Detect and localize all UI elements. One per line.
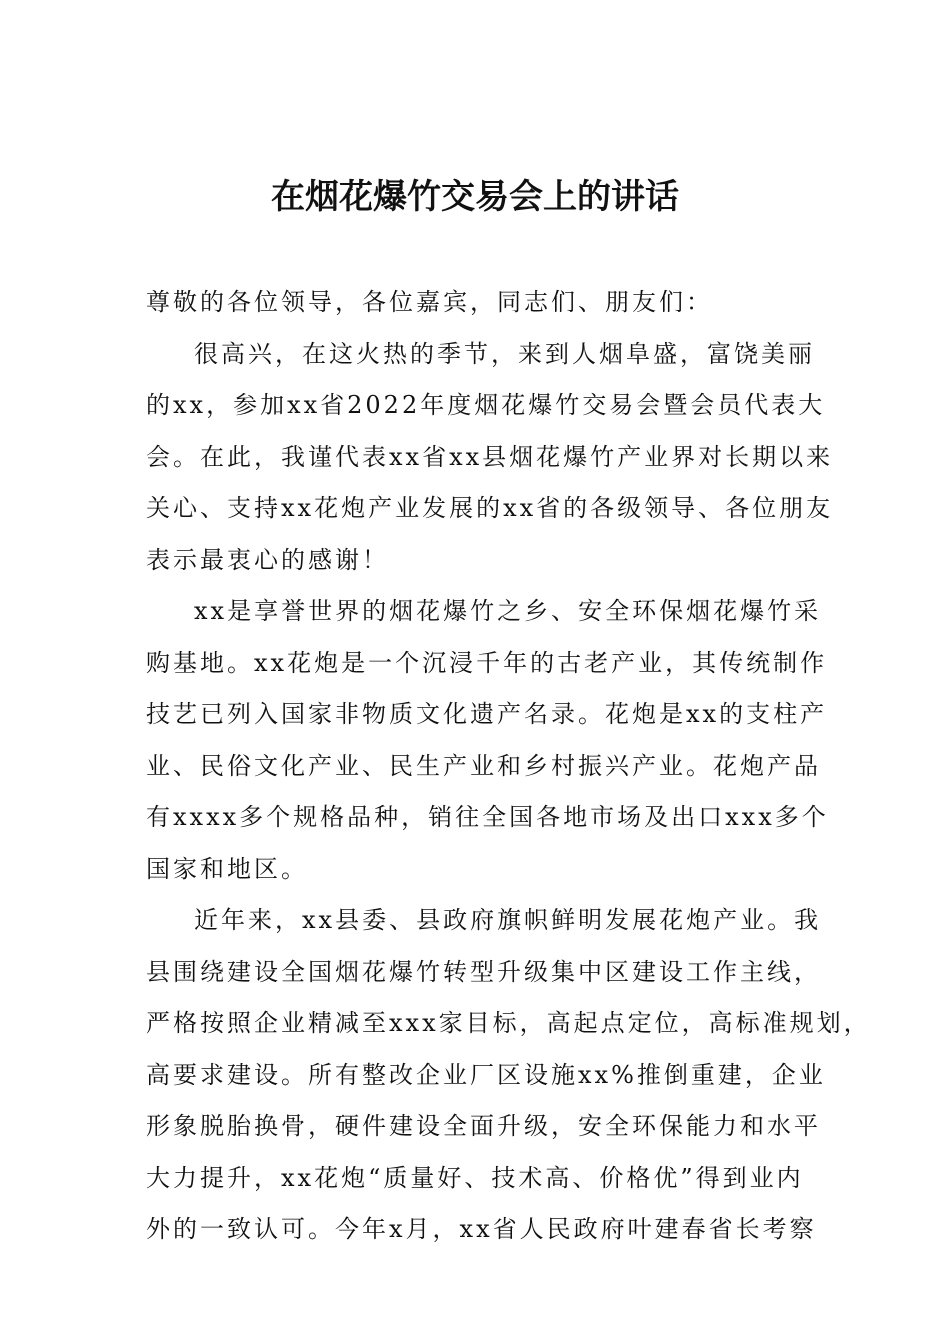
body-line: 业、民俗文化产业、民生产业和乡村振兴产业。花炮产品 bbox=[146, 751, 821, 780]
document-body bbox=[146, 280, 871, 1259]
body-line: 形象脱胎换骨，硬件建设全面升级，安全环保能力和水平 bbox=[146, 1112, 821, 1140]
body-line: 大力提升，xx花炮“质量好、技术高、价格优”得到业内 bbox=[146, 1163, 804, 1192]
body-line: 有xxxx多个规格品种，销往全国各地市场及出口xxx多个 bbox=[146, 803, 829, 831]
body-line: xx是享誉世界的烟花爆竹之乡、安全环保烟花爆竹采 bbox=[194, 597, 822, 625]
body-line: 的xx，参加xx省2022年度烟花爆竹交易会暨会员代表大 bbox=[146, 391, 826, 419]
body-line: 严格按照企业精减至xxx家目标，高起点定位，高标准规划， bbox=[146, 1009, 871, 1037]
body-line: 很高兴，在这火热的季节，来到人烟阜盛，富饶美丽 bbox=[194, 339, 815, 368]
body-line: 技艺已列入国家非物质文化遗产名录。花炮是xx的支柱产 bbox=[146, 700, 828, 728]
body-line: 购基地。xx花炮是一个沉浸千年的古老产业，其传统制作 bbox=[146, 648, 828, 677]
body-line: 尊敬的各位领导，各位嘉宾，同志们、朋友们： bbox=[146, 288, 713, 316]
body-line: 会。在此，我谨代表xx省xx县烟花爆竹产业界对长期以来 bbox=[146, 442, 834, 471]
body-line: 关心、支持xx花炮产业发展的xx省的各级领导、各位朋友 bbox=[146, 494, 834, 522]
body-line: 外的一致认可。今年x月，xx省人民政府叶建春省长考察 bbox=[146, 1215, 817, 1243]
body-line: 表示最衷心的感谢！ bbox=[146, 545, 389, 574]
body-line: 国家和地区。 bbox=[146, 854, 308, 883]
body-line: 近年来，xx县委、县政府旗帜鲜明发展花炮产业。我 bbox=[194, 906, 822, 934]
body-line: 高要求建设。所有整改企业厂区设施xx%推倒重建，企业 bbox=[146, 1060, 826, 1089]
document-title: 在烟花爆竹交易会上的讲话 bbox=[271, 177, 679, 217]
body-line: 县围绕建设全国烟花爆竹转型升级集中区建设工作主线， bbox=[146, 957, 821, 986]
